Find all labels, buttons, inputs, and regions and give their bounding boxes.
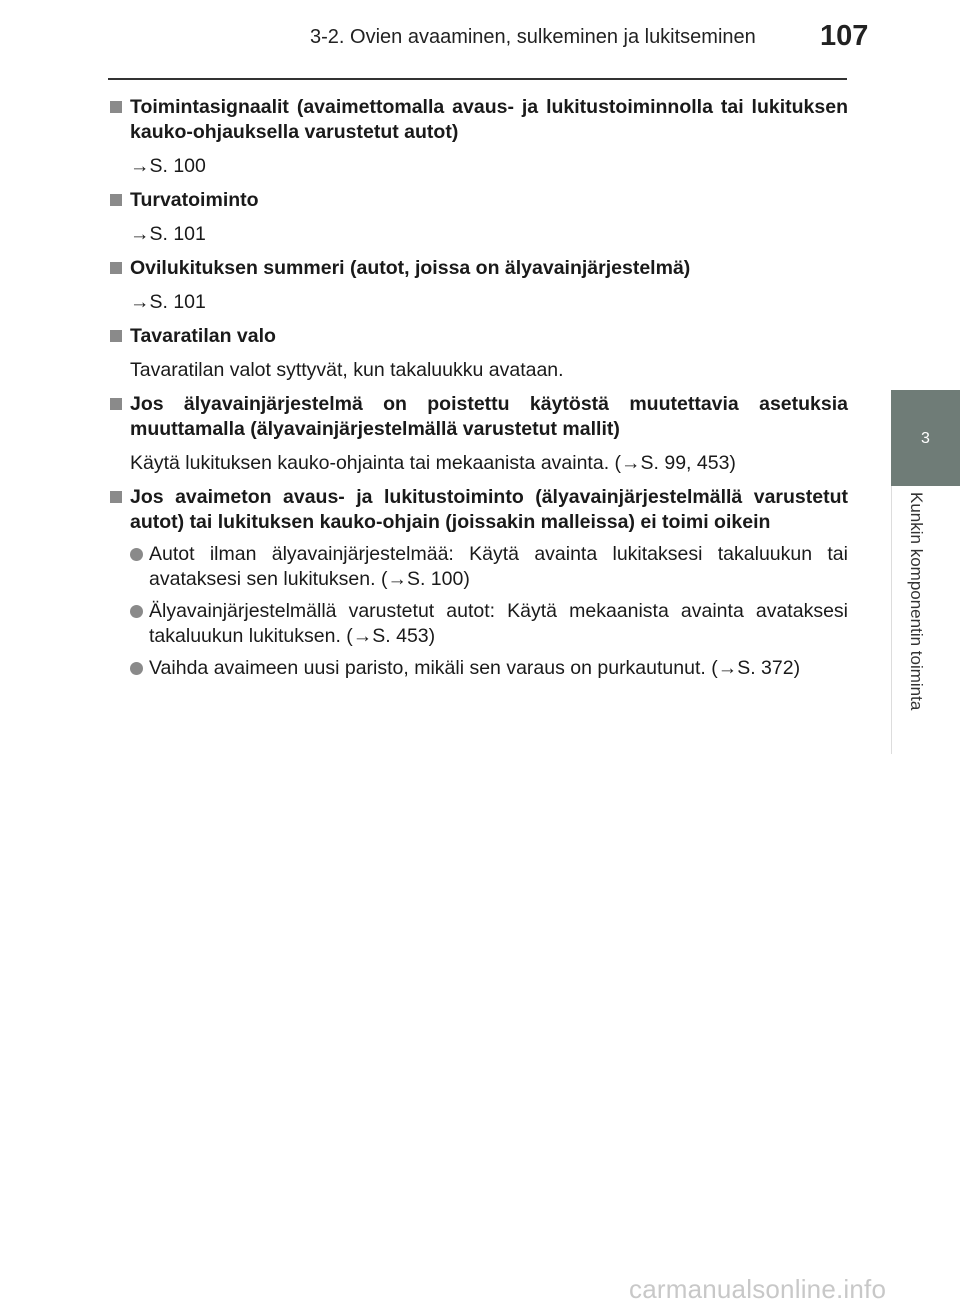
section-ovilukituksen-summeri [108,256,848,315]
section-turvatoiminto [108,188,848,247]
chapter-number: 3 [921,430,930,447]
section-heading-text: Toimintasignaalit (avaimettomalla avaus- ja lukitustoiminnolla tai lukituksen kauko-ohjauksella varustetut autot) [130,96,848,143]
square-bullet-icon [110,194,122,206]
section-alyavain-poistettu [108,392,848,476]
section-heading-text: Ovilukituksen summeri (autot, joissa on älyavainjärjestelmä) [130,257,691,279]
section-heading-text: Jos avaimeton avaus- ja lukitustoiminto (älyavainjärjestelmällä varustetut autot) tai lukituksen kauko-ohjain (joissakin malleissa) ei toimi oikein [130,486,848,533]
section-heading-text: Turvatoiminto [130,189,259,211]
list-item [108,599,848,649]
list-item-text: Vaihda avaimeen uusi paristo, mikäli sen varaus on purkautunut. (→S. 372) [149,657,801,679]
round-bullet-icon [130,548,143,561]
section-body-text: Käytä lukituksen kauko-ohjainta tai mekaanista avainta. (→S. 99, 453) [130,452,736,474]
square-bullet-icon [110,330,122,342]
section-heading [108,95,848,145]
running-header-title: 3-2. Ovien avaaminen, sulkeminen ja lukitseminen [310,26,756,48]
section-heading [108,392,848,442]
section-toimintasignaalit [108,95,848,179]
section-heading [108,324,848,349]
page-number: 107 [820,20,869,52]
list-item-text: Autot ilman älyavainjärjestelmää: Käytä avainta lukitaksesi takaluukun tai avataksesi sen lukituksen. (→S. 100) [149,543,848,590]
section-tavaratilan-valo [108,324,848,383]
chapter-tab [891,390,960,486]
square-bullet-icon [110,491,122,503]
section-heading-text: Jos älyavainjärjestelmä on poistettu käytöstä muutettavia asetuksia muuttamalla (älyavainjärjestelmällä varustetut mallit) [130,393,848,440]
section-body-text: Tavaratilan valot syttyvät, kun takaluukku avataan. [130,359,564,381]
section-heading-text: Tavaratilan valo [130,325,276,347]
page-content [108,95,848,690]
section-heading [108,485,848,535]
section-ei-toimi-oikein [108,485,848,681]
round-bullet-icon [130,662,143,675]
square-bullet-icon [110,262,122,274]
chapter-label: Kunkin komponentin toiminta [907,492,926,711]
round-bullet-icon [130,605,143,618]
page-reference-link[interactable]: →S. 101 [130,223,206,245]
section-heading [108,256,848,281]
square-bullet-icon [110,398,122,410]
header-divider [108,78,847,80]
list-item [108,656,848,681]
section-heading [108,188,848,213]
watermark: carmanualsonline.info [629,1274,887,1304]
page-reference-link[interactable]: →S. 100 [130,155,206,177]
page-reference-link[interactable]: →S. 101 [130,291,206,313]
list-item-text: Älyavainjärjestelmällä varustetut autot: Käytä mekaanista avainta avataksesi takaluukun lukituksen. (→S. 453) [149,600,848,647]
list-item [108,542,848,592]
square-bullet-icon [110,101,122,113]
